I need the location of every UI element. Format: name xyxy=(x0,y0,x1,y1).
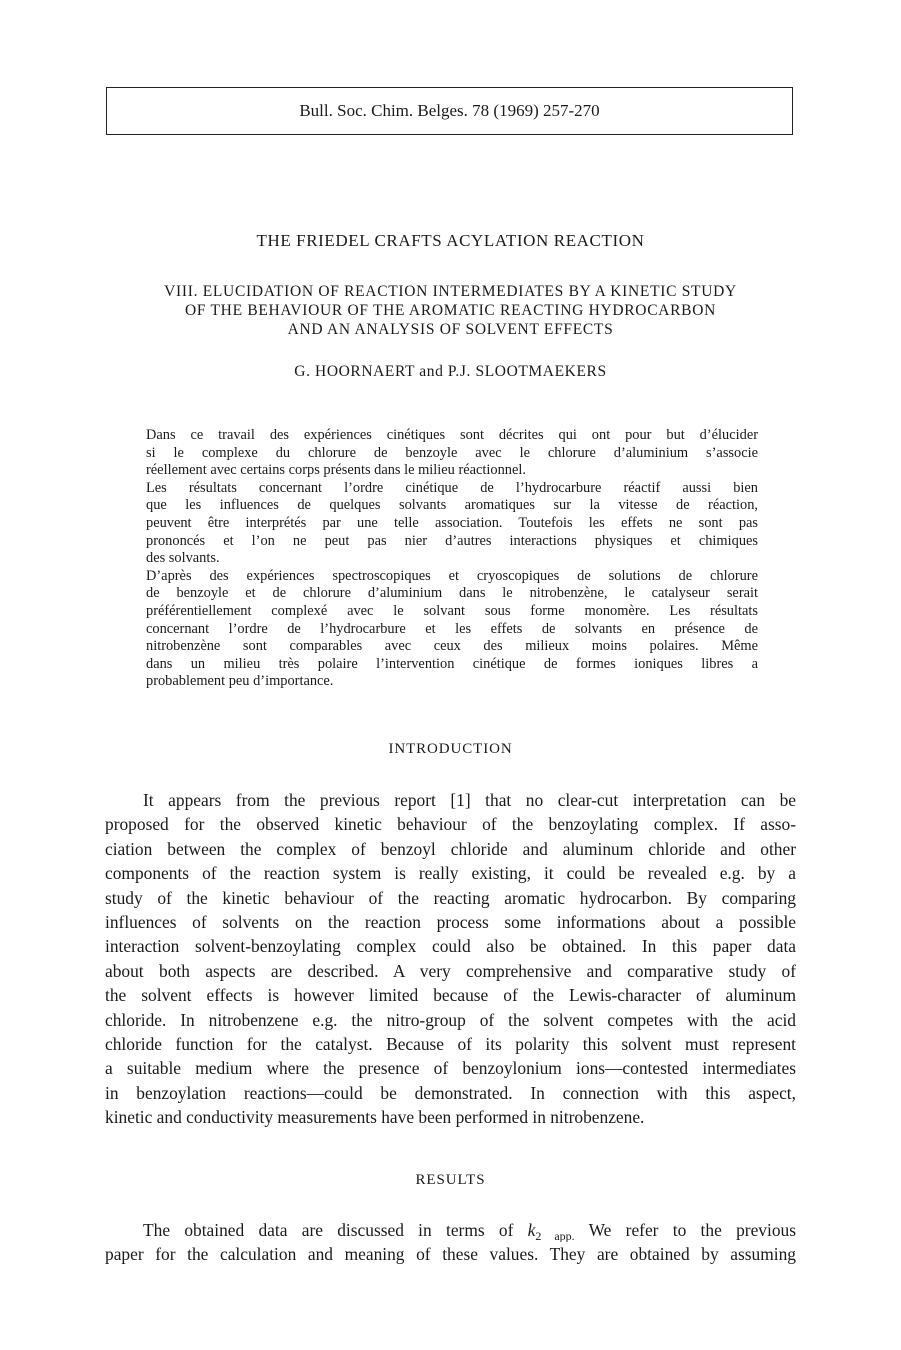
introduction-line: ciation between the complex of benzoyl chloride and aluminum chloride and other xyxy=(105,838,796,859)
authors: G. HOORNAERT and P.J. SLOOTMAEKERS xyxy=(294,363,607,380)
introduction-line: kinetic and conductivity measurements have been performed in nitrobenzene. xyxy=(105,1107,645,1128)
article-title: THE FRIEDEL CRAFTS ACYLATION REACTION xyxy=(256,231,645,250)
results-line: paper for the calculation and meaning of these values. They are obtained by assuming xyxy=(105,1244,796,1265)
introduction-line: proposed for the observed kinetic behaviour of the benzoylating complex. If asso- xyxy=(105,814,796,835)
abstract-line: Dans ce travail des expériences cinétiques sont décrites qui ont pour but d’élucider xyxy=(146,427,758,443)
article-subtitle xyxy=(90,282,811,339)
results-heading: RESULTS xyxy=(415,1172,486,1188)
abstract-line: réellement avec certains corps présents dans le milieu réactionnel. xyxy=(146,462,526,479)
abstract xyxy=(146,427,758,691)
results-line xyxy=(105,1218,796,1242)
results-line-end: We refer to the previous xyxy=(588,1220,796,1240)
introduction-line: It appears from the previous report [1] that no clear-cut interpretation can be xyxy=(143,790,796,810)
subtitle-line: OF THE BEHAVIOUR OF THE AROMATIC REACTING HYDROCARBON xyxy=(185,302,716,319)
introduction-line: chloride function for the catalyst. Because of its polarity this solvent must represent xyxy=(105,1033,796,1054)
abstract-line: peuvent être interprétés par une telle association. Toutefois les effets ne sont pas xyxy=(146,514,758,531)
results-text xyxy=(105,1218,796,1267)
introduction-line: a suitable medium where the presence of benzoylonium ions—contested intermediates xyxy=(105,1058,796,1079)
subtitle-line: AND AN ANALYSIS OF SOLVENT EFFECTS xyxy=(287,321,614,338)
subtitle-line: VIII. ELUCIDATION OF REACTION INTERMEDIATES BY A KINETIC STUDY xyxy=(164,283,737,300)
introduction-line: interaction solvent-benzoylating complex could also be obtained. In this paper data xyxy=(105,936,796,957)
abstract-line: dans un milieu très polaire l’intervention cinétique de formes ioniques libres a xyxy=(146,655,758,672)
introduction-heading: INTRODUCTION xyxy=(388,741,513,757)
introduction-line: in benzoylation reactions—could be demonstrated. In connection with this aspect, xyxy=(105,1082,796,1103)
introduction-line: components of the reaction system is really existing, it could be revealed e.g. by a xyxy=(105,863,796,884)
abstract-line: D’après des expériences spectroscopiques et cryoscopiques de solutions de chlorure xyxy=(146,567,758,584)
abstract-line: concernant l’ordre de l’hydrocarbure et les effets de solvants en présence de xyxy=(146,620,758,637)
abstract-line: que les influences de quelques solvants aromatiques sur la vitesse de réaction, xyxy=(146,497,758,514)
abstract-line: préférentiellement complexé avec le solvant sous forme monomère. Les résultats xyxy=(146,602,758,619)
abstract-line: nitrobenzène sont comparables avec ceux des milieux moins polaires. Même xyxy=(146,638,758,655)
k-subscript: 2 app. xyxy=(535,1229,575,1243)
introduction-text xyxy=(105,788,796,1129)
abstract-line: de benzoyle et de chlorure d’aluminium dans le nitrobenzène, le catalyseur serait xyxy=(146,585,758,602)
introduction-line: the solvent effects is however limited because of the Lewis-character of aluminum xyxy=(105,985,796,1006)
abstract-line: des solvants. xyxy=(146,550,220,567)
abstract-line: Les résultats concernant l’ordre cinétique de l’hydrocarbure réactif aussi bien xyxy=(146,479,758,496)
results-line-start: The obtained data are discussed in terms of xyxy=(143,1220,514,1240)
k2app-symbol xyxy=(527,1220,575,1243)
abstract-line: prononcés et l’on ne peut pas nier d’autres interactions physiques et chimiques xyxy=(146,532,758,549)
journal-reference-box xyxy=(106,87,793,135)
journal-reference: Bull. Soc. Chim. Belges. 78 (1969) 257-270 xyxy=(299,101,600,120)
introduction-line: study of the kinetic behaviour of the reacting aromatic hydrocarbon. By comparing xyxy=(105,887,796,908)
introduction-line: about both aspects are described. A very comprehensive and comparative study of xyxy=(105,960,796,981)
introduction-line: chloride. In nitrobenzene e.g. the nitro-group of the solvent competes with the acid xyxy=(105,1009,796,1030)
k-symbol: k xyxy=(527,1220,536,1240)
abstract-line: probablement peu d’importance. xyxy=(146,673,334,690)
abstract-line: si le complexe du chlorure de benzoyle avec le chlorure d’aluminium s’associe xyxy=(146,444,758,461)
introduction-line: influences of solvents on the reaction process some informations about a possible xyxy=(105,911,796,932)
